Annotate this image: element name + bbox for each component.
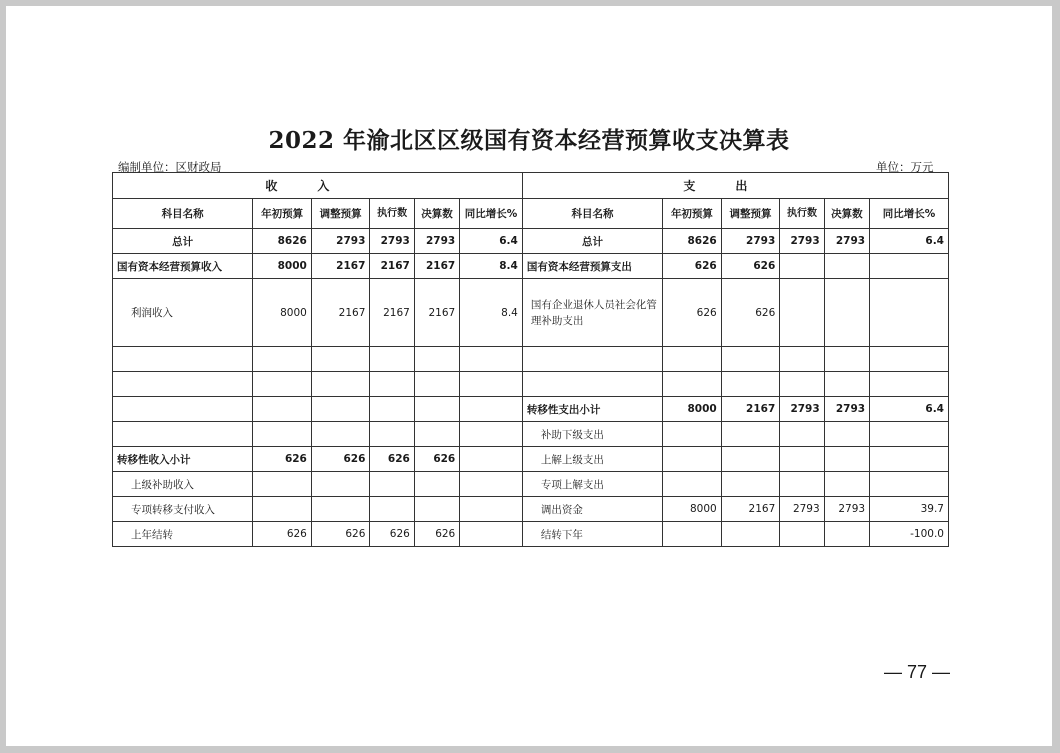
cell (370, 422, 414, 447)
cell (113, 347, 253, 372)
col-header-adjusted-budget: 调整预算 (721, 199, 780, 229)
cell: 626 (311, 522, 370, 547)
cell: 8.4 (460, 279, 523, 347)
cell (460, 422, 523, 447)
cell: 上解上级支出 (522, 447, 662, 472)
table-row (113, 372, 949, 397)
col-header-final: 决算数 (414, 199, 459, 229)
cell (460, 497, 523, 522)
col-header-yoy: 同比增长% (870, 199, 949, 229)
cell: 626 (414, 447, 459, 472)
cell (721, 422, 780, 447)
cell (414, 397, 459, 422)
col-header-adjusted-budget: 调整预算 (311, 199, 370, 229)
cell: 626 (253, 447, 312, 472)
table-row (113, 447, 949, 472)
cell: 2167 (721, 497, 780, 522)
column-header-row (113, 199, 949, 229)
cell (113, 422, 253, 447)
table-row (113, 472, 949, 497)
col-header-subject: 科目名称 (522, 199, 662, 229)
cell (460, 472, 523, 497)
cell: 总计 (522, 229, 662, 254)
cell (780, 447, 824, 472)
cell (824, 279, 869, 347)
cell (721, 347, 780, 372)
budget-table (112, 172, 949, 547)
cell: 国有企业退休人员社会化管理补助支出 (522, 279, 662, 347)
cell (663, 347, 722, 372)
cell (113, 372, 253, 397)
cell: 2793 (780, 397, 824, 422)
cell: 2167 (311, 254, 370, 279)
cell (780, 422, 824, 447)
cell (253, 372, 312, 397)
cell (721, 522, 780, 547)
cell (414, 422, 459, 447)
cell (414, 497, 459, 522)
cell: 626 (721, 254, 780, 279)
cell (780, 279, 824, 347)
cell (253, 472, 312, 497)
col-header-yoy: 同比增长% (460, 199, 523, 229)
cell (870, 254, 949, 279)
cell: 2793 (414, 229, 459, 254)
cell (460, 522, 523, 547)
cell (780, 472, 824, 497)
cell: 转移性支出小计 (522, 397, 662, 422)
cell: 8000 (253, 279, 312, 347)
table-row (113, 279, 949, 347)
cell (824, 472, 869, 497)
cell (870, 279, 949, 347)
cell (522, 372, 662, 397)
cell (460, 347, 523, 372)
cell (870, 447, 949, 472)
cell: 626 (370, 447, 414, 472)
cell (460, 397, 523, 422)
table-row (113, 397, 949, 422)
cell: 8000 (663, 497, 722, 522)
cell: 结转下年 (522, 522, 662, 547)
cell (824, 372, 869, 397)
cell: 626 (370, 522, 414, 547)
cell: 2793 (780, 497, 824, 522)
cell (824, 422, 869, 447)
cell (824, 447, 869, 472)
cell (780, 254, 824, 279)
cell (663, 447, 722, 472)
cell (414, 472, 459, 497)
cell (113, 397, 253, 422)
cell: 国有资本经营预算收入 (113, 254, 253, 279)
cell (824, 254, 869, 279)
cell (721, 472, 780, 497)
cell (870, 422, 949, 447)
table-row (113, 254, 949, 279)
cell (370, 372, 414, 397)
table-row (113, 497, 949, 522)
cell: 626 (663, 279, 722, 347)
cell: 2793 (824, 229, 869, 254)
section-header-row (113, 173, 949, 199)
cell: 39.7 (870, 497, 949, 522)
col-header-executed: 执行数 (370, 199, 414, 229)
cell (253, 422, 312, 447)
cell: 6.4 (870, 397, 949, 422)
cell: 8.4 (460, 254, 523, 279)
cell (311, 497, 370, 522)
cell (721, 372, 780, 397)
table-row (113, 229, 949, 254)
expense-section-header: 支出 (522, 173, 948, 199)
col-header-subject: 科目名称 (113, 199, 253, 229)
cell (370, 497, 414, 522)
cell: 626 (311, 447, 370, 472)
col-header-final: 决算数 (824, 199, 869, 229)
cell (780, 347, 824, 372)
cell (870, 372, 949, 397)
cell (253, 347, 312, 372)
cell (370, 397, 414, 422)
cell: 626 (414, 522, 459, 547)
cell (311, 397, 370, 422)
cell: 626 (721, 279, 780, 347)
cell: 8000 (253, 254, 312, 279)
document-page (6, 6, 1052, 746)
cell (460, 372, 523, 397)
col-header-executed: 执行数 (780, 199, 824, 229)
cell (663, 422, 722, 447)
cell (780, 522, 824, 547)
table-row (113, 522, 949, 547)
cell: 上级补助收入 (113, 472, 253, 497)
cell: 8626 (663, 229, 722, 254)
col-header-initial-budget: 年初预算 (253, 199, 312, 229)
cell: 8000 (663, 397, 722, 422)
currency-unit: 单位：万元 (876, 160, 934, 174)
cell: 8626 (253, 229, 312, 254)
cell: 2167 (414, 279, 459, 347)
cell (414, 347, 459, 372)
cell: 专项上解支出 (522, 472, 662, 497)
cell: 2167 (721, 397, 780, 422)
cell: 2793 (370, 229, 414, 254)
cell: 2793 (824, 397, 869, 422)
cell: 6.4 (870, 229, 949, 254)
cell: 上年结转 (113, 522, 253, 547)
table-row (113, 422, 949, 447)
cell (721, 447, 780, 472)
cell (370, 472, 414, 497)
compiling-unit: 编制单位：区财政局 (118, 160, 222, 174)
cell (370, 347, 414, 372)
cell (870, 347, 949, 372)
cell (253, 397, 312, 422)
cell: 626 (253, 522, 312, 547)
cell (311, 422, 370, 447)
cell (522, 347, 662, 372)
table-row (113, 347, 949, 372)
cell: 2793 (780, 229, 824, 254)
cell: 利润收入 (113, 279, 253, 347)
cell: 2167 (370, 254, 414, 279)
cell: 2793 (311, 229, 370, 254)
cell (780, 372, 824, 397)
cell (311, 347, 370, 372)
cell (414, 372, 459, 397)
page-title: 2022 年渝北区区级国有资本经营预算收支决算表 (268, 127, 790, 154)
page-number: — 77 — (884, 662, 951, 682)
cell: 2167 (414, 254, 459, 279)
cell: 2167 (311, 279, 370, 347)
cell: 补助下级支出 (522, 422, 662, 447)
cell: 2793 (824, 497, 869, 522)
cell (311, 372, 370, 397)
cell: 6.4 (460, 229, 523, 254)
cell (824, 347, 869, 372)
cell: 总计 (113, 229, 253, 254)
cell (663, 472, 722, 497)
cell (870, 472, 949, 497)
cell: 626 (663, 254, 722, 279)
cell (663, 522, 722, 547)
income-section-header: 收入 (113, 173, 523, 199)
cell: 2793 (721, 229, 780, 254)
cell (460, 447, 523, 472)
cell: 转移性收入小计 (113, 447, 253, 472)
cell: -100.0 (870, 522, 949, 547)
cell: 调出资金 (522, 497, 662, 522)
cell: 2167 (370, 279, 414, 347)
col-header-initial-budget: 年初预算 (663, 199, 722, 229)
cell: 专项转移支付收入 (113, 497, 253, 522)
cell: 国有资本经营预算支出 (522, 254, 662, 279)
cell (311, 472, 370, 497)
cell (824, 522, 869, 547)
cell (663, 372, 722, 397)
cell (253, 497, 312, 522)
